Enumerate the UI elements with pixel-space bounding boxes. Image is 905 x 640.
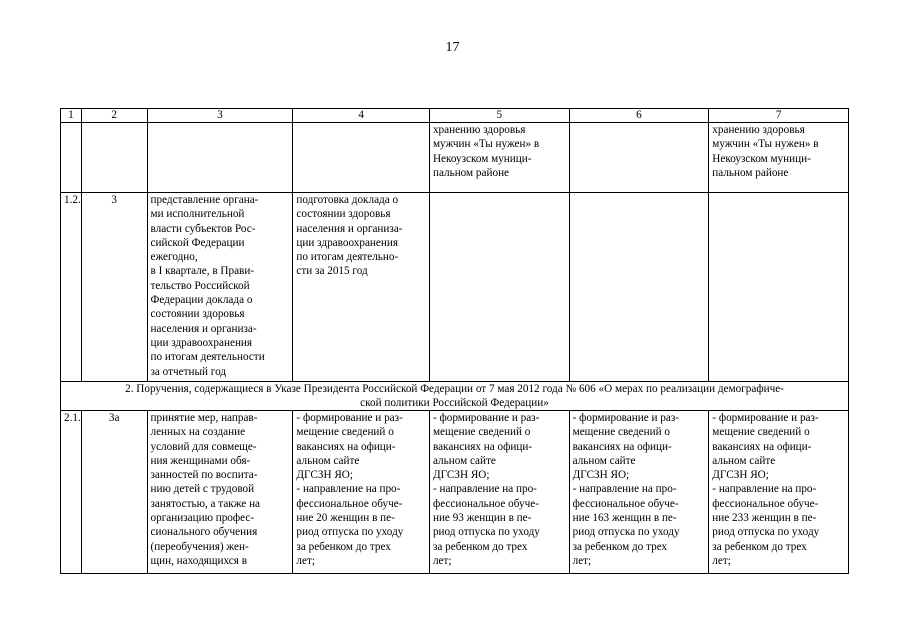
cell-text-line: в I квартале, в Прави- <box>150 265 255 278</box>
cell-text-line: ДГСЗН ЯО; <box>712 469 769 482</box>
action-cell <box>709 123 849 193</box>
cell-text-line: тельство Российской <box>150 279 250 292</box>
cell-text-line: организацию профес- <box>150 512 255 525</box>
section-heading-row <box>61 382 849 411</box>
section-heading-line: 2. Поручения, содержащиеся в Указе Президента Российской Федерации от 7 мая 2012 года № 606 «О мерах по реализации демографиче- <box>125 383 784 395</box>
table-row <box>61 123 849 193</box>
task-cell <box>147 123 293 193</box>
cell-text-line: риод отпуска по уходу <box>296 526 404 539</box>
section-heading <box>61 382 849 411</box>
action-cell <box>429 123 569 193</box>
action-cell <box>709 193 849 382</box>
cell-text-line: представление органа- <box>150 194 259 206</box>
cell-text-line: состоянии здоровья <box>150 308 245 321</box>
cell-text-line: ДГСЗН ЯО; <box>296 469 353 482</box>
cell-text-line: сийской Федерации <box>150 236 245 249</box>
cell-text-line: альном сайте <box>296 454 360 467</box>
cell-text-line: риод отпуска по уходу <box>432 526 540 539</box>
cell-text-line: ежегодно, <box>150 251 198 264</box>
cell-text-line: фессиональное обуче- <box>712 497 819 510</box>
cell-text-line: альном сайте <box>572 454 636 467</box>
cell-text-line: состоянии здоровья <box>296 208 391 221</box>
cell-text-line: - формирование и раз- <box>432 412 540 424</box>
cell-text-line: сти за 2015 год <box>296 265 368 278</box>
page-number: 17 <box>445 40 460 55</box>
cell-text-line: ние 93 женщин в пе- <box>432 512 532 525</box>
cell-text-line: альном сайте <box>432 454 496 467</box>
cell-text-line: мещение сведений о <box>296 426 394 439</box>
cell-text-line: занностей по воспита- <box>150 469 258 482</box>
cell-text-line: Некоузском муници- <box>712 152 811 165</box>
header-cell: 3 <box>147 109 293 123</box>
action-cell <box>569 411 709 574</box>
action-cell <box>709 411 849 574</box>
cell-text-line: - направление на про- <box>712 483 817 496</box>
cell-text-line: фессиональное обуче- <box>432 497 539 510</box>
row-number-cell: 2.1. <box>61 411 82 574</box>
action-cell <box>293 193 430 382</box>
cell-text-line: вакансиях на офици- <box>296 440 396 453</box>
cell-text-line: ние 233 женщин в пе- <box>712 512 817 525</box>
action-cell <box>569 123 709 193</box>
cell-text-line: мещение сведений о <box>712 426 810 439</box>
cell-text-line: вакансиях на офици- <box>712 440 812 453</box>
cell-text-line: ции здравоохранения <box>296 236 398 249</box>
cell-text-line: риод отпуска по уходу <box>712 526 820 539</box>
cell-text-line: хранению здоровья <box>432 124 526 136</box>
cell-text-line: вакансиях на офици- <box>432 440 533 453</box>
cell-text-line: фессиональное обуче- <box>572 497 679 510</box>
cell-text-line: - формирование и раз- <box>712 412 819 424</box>
cell-text-line: нию детей с трудовой <box>150 483 255 496</box>
table-row <box>61 411 849 574</box>
task-cell <box>147 193 293 382</box>
table-header-row <box>61 109 849 123</box>
cell-text-line: мужчин «Ты нужен» в <box>712 138 819 151</box>
action-cell <box>429 193 569 382</box>
cell-text-line: ДГСЗН ЯО; <box>432 469 490 482</box>
section-heading-line: ской политики Российской Федерации» <box>360 397 549 409</box>
cell-text-line: за ребенком до трех <box>432 540 528 553</box>
cell-text-line: (переобучения) жен- <box>150 540 249 553</box>
cell-text-line: по итогам деятельности <box>150 351 265 364</box>
report-table <box>60 108 849 574</box>
cell-text-line: лет; <box>712 554 731 567</box>
cell-text-line: лет; <box>296 554 315 567</box>
cell-text-line: мещение сведений о <box>432 426 531 439</box>
cell-text-line: условий для совмеще- <box>150 440 257 453</box>
cell-text-line: альном сайте <box>712 454 776 467</box>
action-cell <box>293 123 430 193</box>
cell-text-line: ленных на создание <box>150 426 246 439</box>
cell-text-line: по итогам деятельно- <box>296 251 399 264</box>
header-cell: 2 <box>81 109 147 123</box>
cell-text-line: сионального обучения <box>150 526 258 539</box>
cell-text-line: фессиональное обуче- <box>296 497 403 510</box>
row-number-cell: 1.2. <box>61 193 82 382</box>
cell-text-line: ния женщинами обя- <box>150 454 251 467</box>
task-cell <box>147 411 293 574</box>
cell-text-line: мужчин «Ты нужен» в <box>432 138 540 151</box>
header-cell: 6 <box>569 109 709 123</box>
header-cell: 7 <box>709 109 849 123</box>
cell-text-line: власти субъектов Рос- <box>150 222 256 235</box>
cell-text-line: ции здравоохранения <box>150 336 253 349</box>
cell-text-line: пальном районе <box>432 166 510 179</box>
paragraph-cell: 3 <box>81 193 147 382</box>
cell-text-line: - формирование и раз- <box>572 412 679 424</box>
cell-text-line: Некоузском муници- <box>432 152 532 165</box>
cell-text-line: - направление на про- <box>572 483 677 496</box>
action-cell <box>293 411 430 574</box>
cell-text-line: - направление на про- <box>296 483 401 496</box>
cell-text-line: ние 20 женщин в пе- <box>296 512 395 525</box>
table-row <box>61 193 849 382</box>
cell-text-line: лет; <box>432 554 452 567</box>
cell-text-line: риод отпуска по уходу <box>572 526 680 539</box>
cell-text-line: населения и организа- <box>296 222 403 235</box>
cell-text-line: щин, находящихся в <box>150 554 247 567</box>
cell-text-line: принятие мер, направ- <box>150 412 258 424</box>
cell-text-line: Федерации доклада о <box>150 294 253 307</box>
action-cell <box>569 193 709 382</box>
cell-text-line: за отчетный год <box>150 365 227 378</box>
header-cell: 1 <box>61 109 82 123</box>
header-cell: 5 <box>429 109 569 123</box>
cell-text-line: подготовка доклада о <box>296 194 399 206</box>
cell-text-line: - направление на про- <box>432 483 537 496</box>
action-cell <box>429 411 569 574</box>
cell-text-line: населения и организа- <box>150 322 257 335</box>
cell-text-line: ми исполнительной <box>150 208 245 221</box>
cell-text-line: - формирование и раз- <box>296 412 403 424</box>
header-cell: 4 <box>293 109 430 123</box>
cell-text-line: пальном районе <box>712 166 789 179</box>
cell-text-line: за ребенком до трех <box>572 540 668 553</box>
cell-text-line: вакансиях на офици- <box>572 440 672 453</box>
cell-text-line: за ребенком до трех <box>296 540 391 553</box>
paragraph-cell <box>81 123 147 193</box>
row-number-cell <box>61 123 82 193</box>
cell-text-line: мещение сведений о <box>572 426 670 439</box>
cell-text-line: за ребенком до трех <box>712 540 807 553</box>
cell-text-line: ние 163 женщин в пе- <box>572 512 677 525</box>
cell-text-line: ДГСЗН ЯО; <box>572 469 630 482</box>
cell-text-line: хранению здоровья <box>712 124 805 136</box>
cell-text-line: занятостью, а также на <box>150 497 261 510</box>
paragraph-cell: 3а <box>81 411 147 574</box>
cell-text-line: лет; <box>572 554 592 567</box>
